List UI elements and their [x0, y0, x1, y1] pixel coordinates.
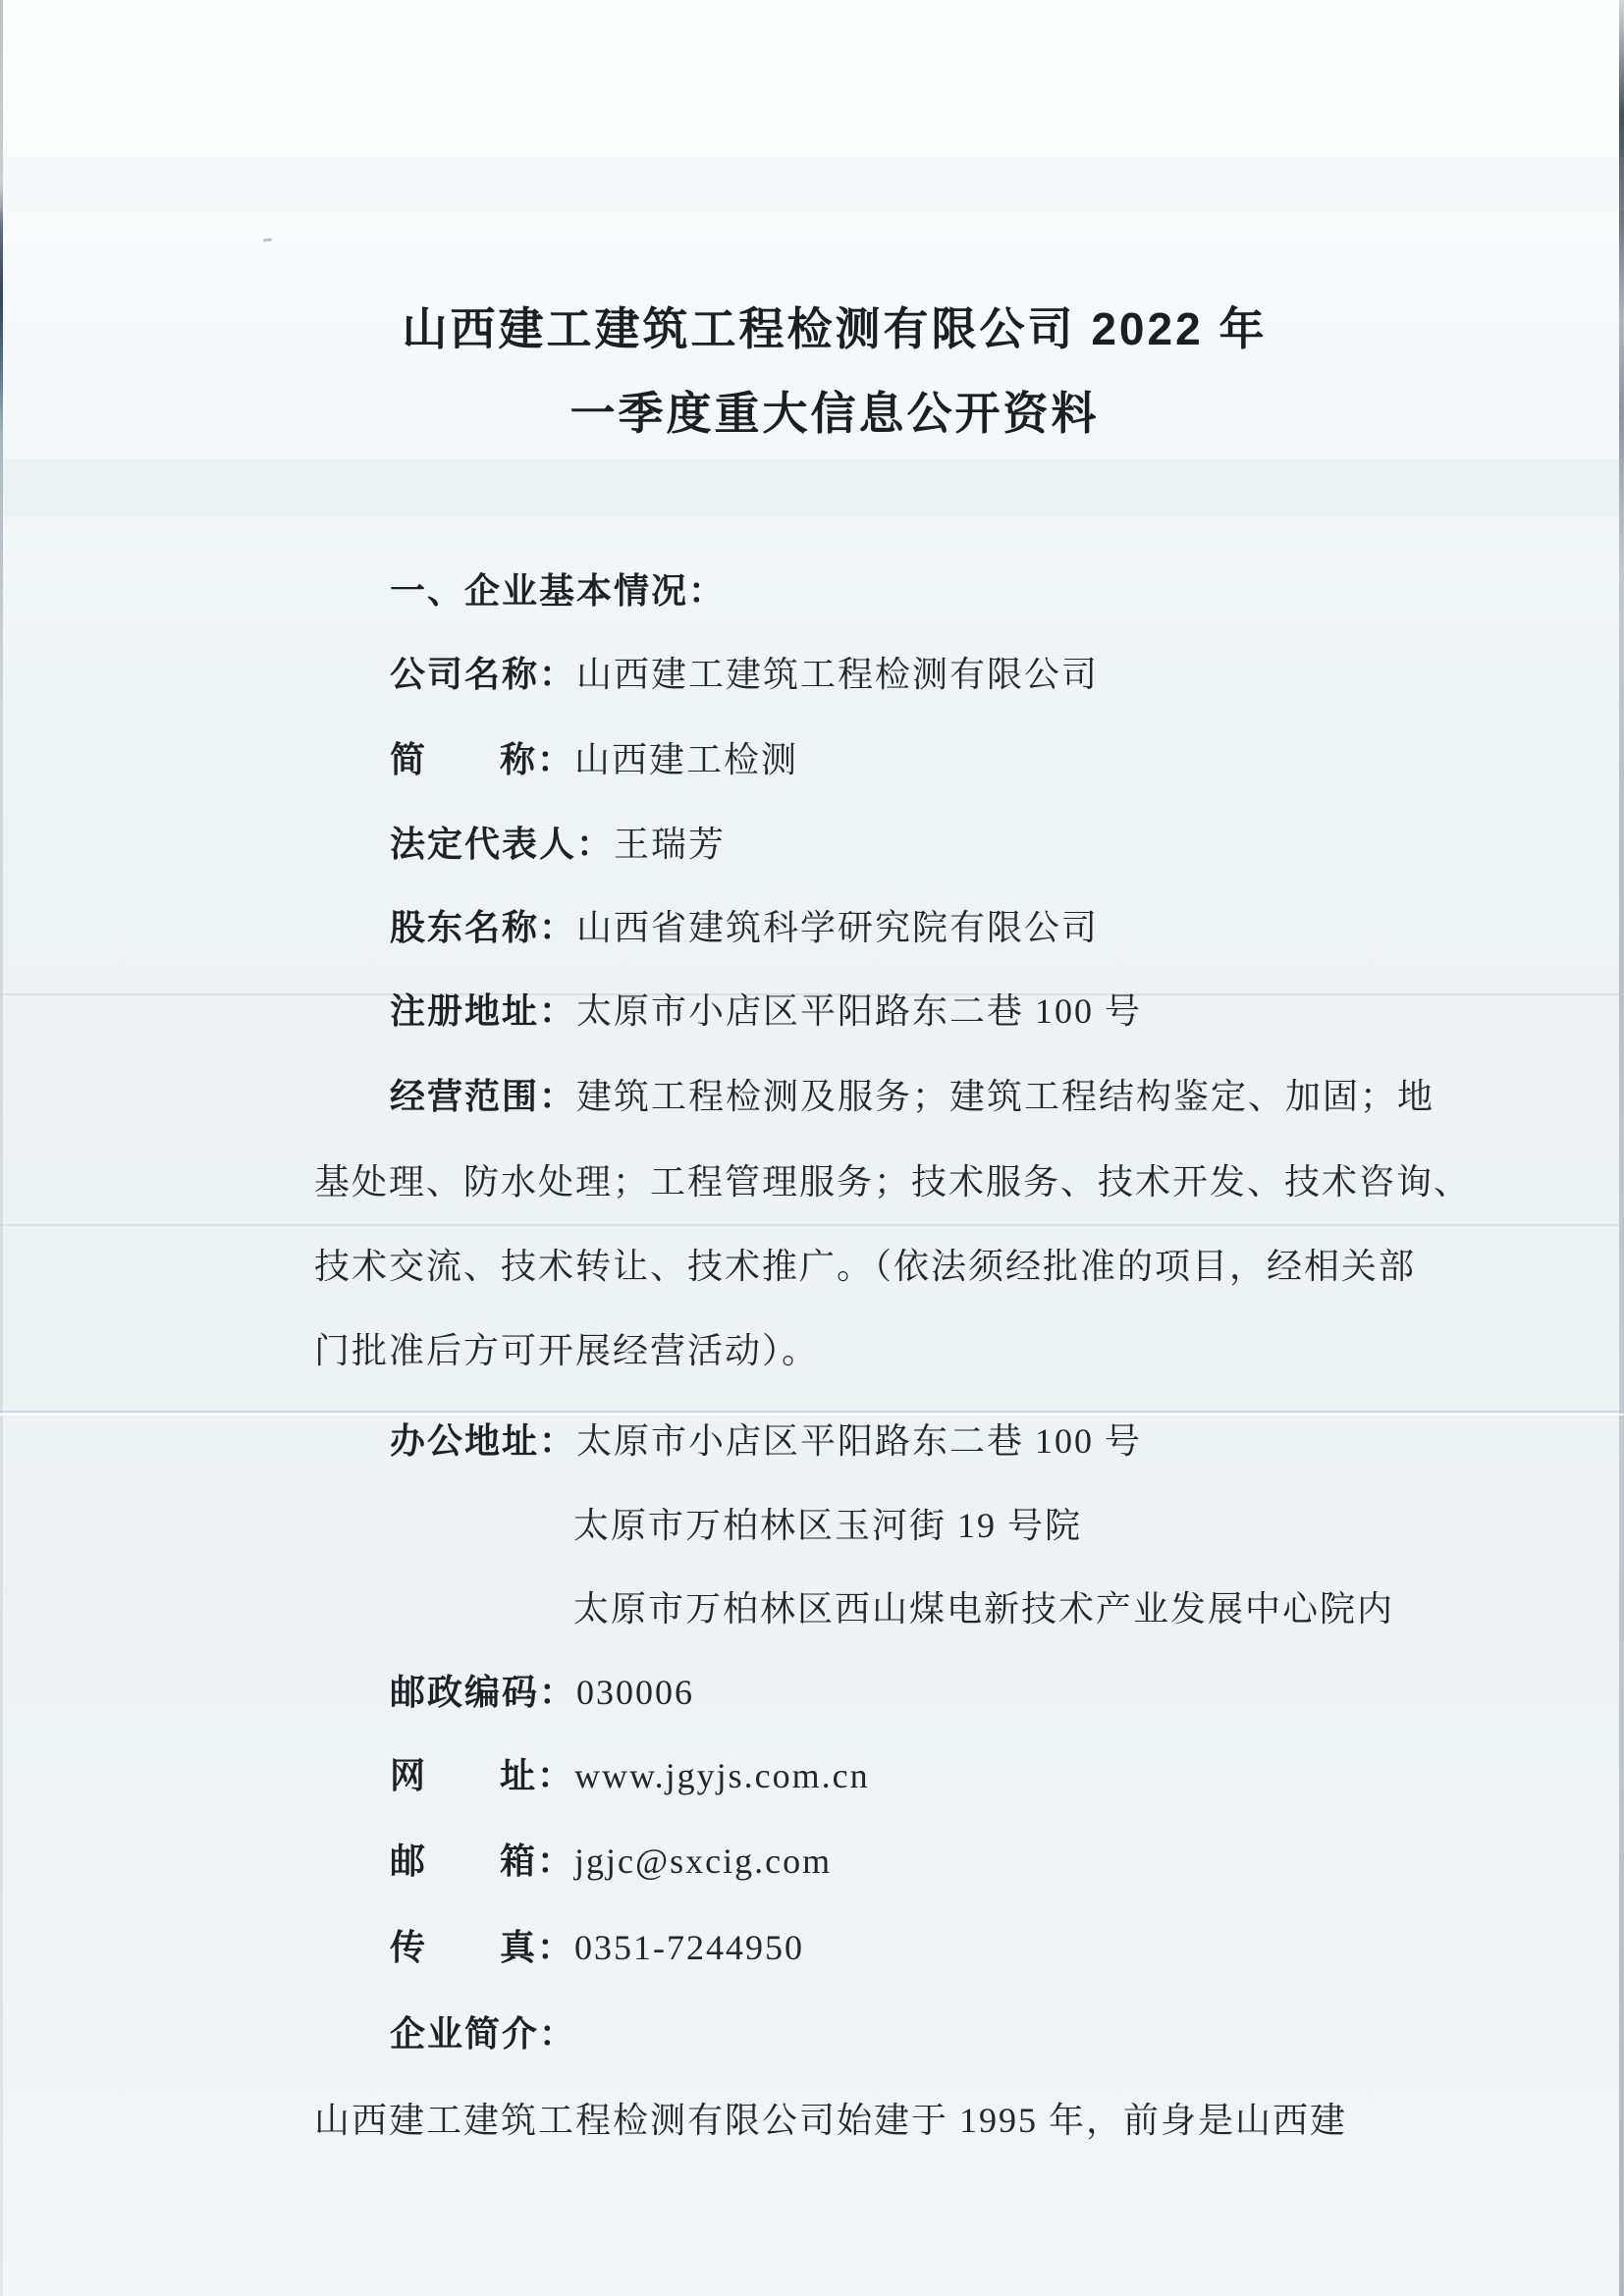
field-value: www.jgyjs.com.cn: [574, 1756, 870, 1795]
field-label: 网 址: [390, 1755, 537, 1795]
field-value: jgjc@sxcig.com: [574, 1842, 833, 1881]
field-label: 公司名称：: [390, 654, 577, 694]
scan-speck: [263, 238, 272, 241]
field-value: 山西建工检测: [574, 740, 799, 779]
field-value: 山西建工建筑工程检测有限公司: [576, 655, 1100, 694]
field-label: 经营范围：: [390, 1076, 577, 1116]
field-label-colon: ：: [537, 1841, 575, 1881]
field-value: 太原市小店区平阳路东二巷 100 号: [576, 1421, 1143, 1461]
scan-artifact-right-edge: [1619, 0, 1624, 2296]
document-title-line2: 一季度重大信息公开资料: [569, 388, 1100, 439]
field-value: 030006: [576, 1673, 695, 1712]
intro-paragraph-line1: 山西建工建筑工程检测有限公司始建于 1995 年，前身是山西建: [314, 2101, 1348, 2140]
field-value: 山西省建筑科学研究院有限公司: [576, 908, 1100, 947]
field-value: 0351-7244950: [574, 1928, 805, 1967]
field-label: 办公地址：: [390, 1420, 577, 1461]
scan-noise-band-upper: [0, 459, 1624, 516]
field-label: 传 真: [390, 1927, 537, 1967]
field-row-office-address-line3: 太原市万柏林区西山煤电新技术产业发展中心院内: [573, 1589, 1395, 1629]
field-label-colon: ：: [537, 1927, 575, 1967]
field-row-office-address-line2: 太原市万柏林区玉河街 19 号院: [573, 1506, 1083, 1545]
section-heading-text: 一、企业基本情况：: [390, 570, 727, 611]
scan-artifact-left-edge: [0, 0, 3, 2296]
field-label: 简 称: [390, 739, 537, 779]
field-label: 注册地址：: [390, 990, 577, 1031]
field-value: 建筑工程检测及服务；建筑工程结构鉴定、加固；地: [576, 1077, 1435, 1116]
scan-noise-band-top: [0, 157, 1624, 211]
document-title-line1: 山西建工建筑工程检测有限公司 2022 年: [402, 303, 1268, 354]
field-label: 法定代表人：: [390, 824, 615, 864]
field-label: 邮 箱: [390, 1841, 537, 1881]
field-value: 太原市小店区平阳路东二巷 100 号: [576, 991, 1143, 1031]
field-label-colon: ：: [537, 739, 575, 779]
field-value: 王瑞芳: [614, 825, 727, 864]
field-row-business-scope-line3: 技术交流、技术转让、技术推广。（依法须经批准的项目，经相关部: [314, 1247, 1417, 1286]
field-row-business-scope-line2: 基处理、防水处理；工程管理服务；技术服务、技术开发、技术咨询、: [314, 1162, 1472, 1201]
field-label-colon: ：: [537, 1755, 575, 1795]
field-row-business-scope-line4: 门批准后方可开展经营活动）。: [314, 1331, 820, 1370]
field-label: 股东名称：: [390, 907, 577, 947]
field-label: 邮政编码：: [390, 1672, 577, 1712]
intro-heading: 企业简介：: [390, 2013, 577, 2054]
